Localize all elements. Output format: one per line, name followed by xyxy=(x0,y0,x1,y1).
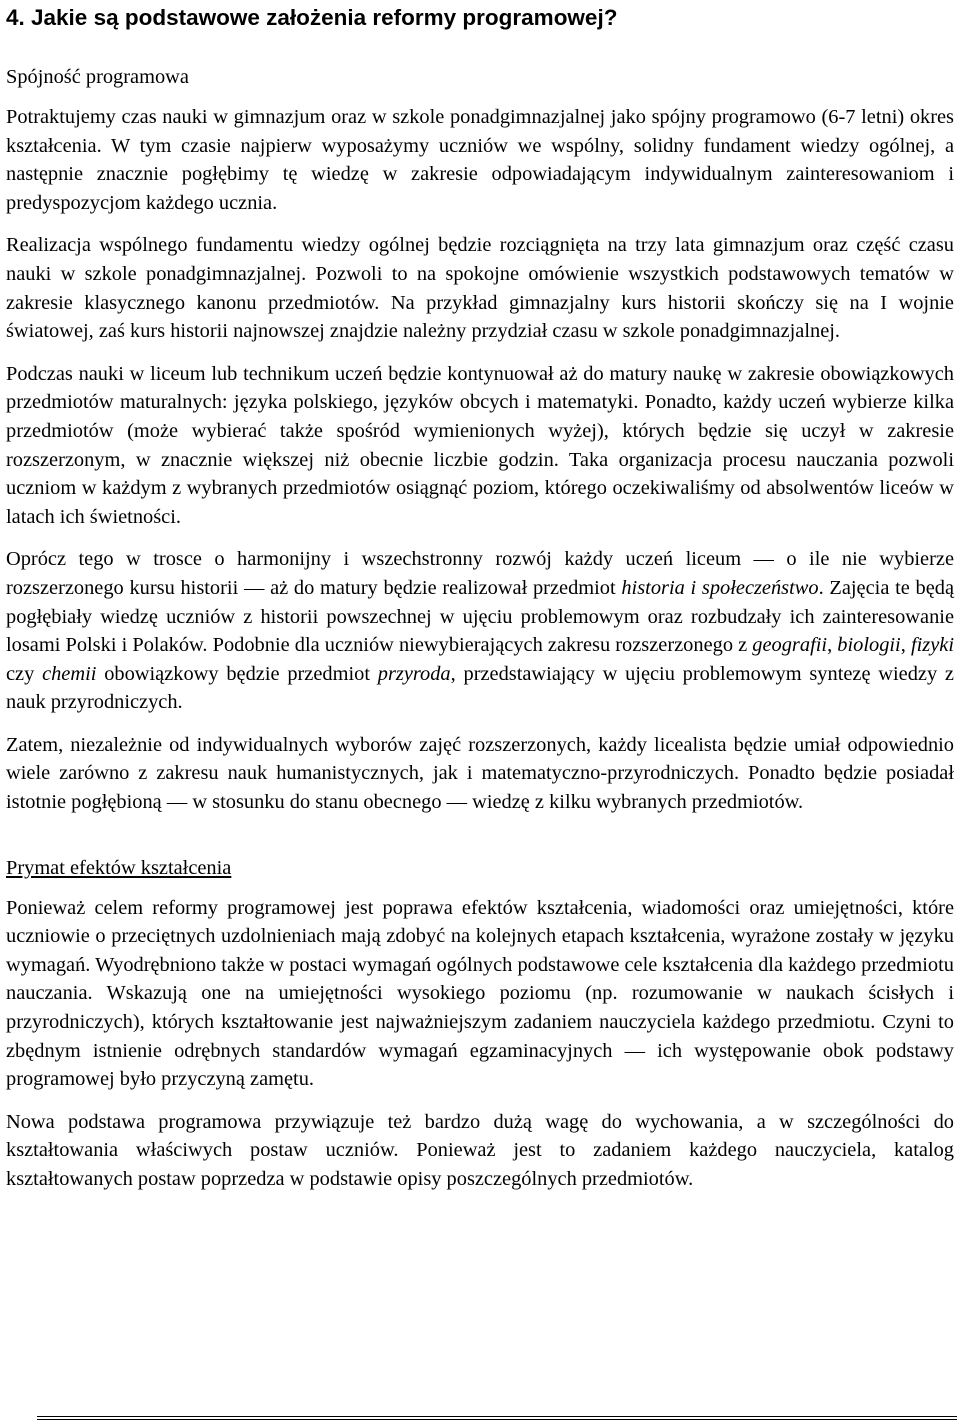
paragraph-2: Realizacja wspólnego fundamentu wiedzy ogólnej będzie rozciągnięta na trzy lata gimnazjum oraz część czasu nauki w szkole ponadgimnazjalnej. Pozwoli to na spokojne omówienie wszystkich podstawowych tematów w zakresie klasycznego kanonu przedmiotów. Na przykład gimnazjalny kurs historii skończy się na I wojnie światowej, zaś kurs historii najnowszej znajdzie należny przydział czasu w szkole ponadgimnazjalnej. xyxy=(6,234,954,343)
footer-rule-top xyxy=(37,1416,957,1417)
p4-italic-geografii: geografii xyxy=(752,634,828,657)
paragraph-6: Ponieważ celem reformy programowej jest poprawa efektów kształcenia, wiadomości oraz umiejętności, które uczniowie o przeciętnych uzdolnieniach mają zdobyć na kolejnych etapach kształcenia, wyrażone zostały w języku wymagań. Wyodrębniono także w postaci wymagań ogólnych podstawowe cele kształcenia dla każdego przedmiotu nauczania. Wskazują one na umiejętności wysokiego poziomu (np. rozumowanie w naukach ścisłych i przyrodniczych), których kształtowanie jest najważniejszym zadaniem nauczyciela każdego przedmiotu. Czyni to zbędnym istnienie odrębnych standardów wymagań egzaminacyjnych — ich występowanie obok podstawy programowej było przyczyną zamętu. xyxy=(6,896,954,1091)
paragraph-1: Potraktujemy czas nauki w gimnazjum oraz w szkole ponadgimnazjalnej jako spójny programowo (6-7 letni) okres kształcenia. W tym czasie najpierw wyposażymy uczniów we wspólny, solidny fundament wiedzy ogólnej, a następnie znacznie pogłębimy tę wiedzę w zakresie odpowiadającym indywidualnym zainteresowaniom i predyspozycjom każdego ucznia. xyxy=(6,106,954,214)
p4-text-2: . Zajęcia te będą pogłębiały wiedzę uczniów z historii powszechnej w ujęciu problemowym oraz rozbudzały ich zainteresowanie losami Polski i Polaków. Podobnie dla uczniów niewybierających zakresu rozszerzonego z xyxy=(6,576,955,657)
p4-text-1: Oprócz tego w trosce o harmonijny i wszechstronny rozwój każdy uczeń liceum — o ile nie wybierze rozszerzonego kursu historii — aż do matury będzie realizował przedmiot xyxy=(6,548,954,599)
footer-rule-bottom xyxy=(37,1419,957,1420)
p4-text-4: , xyxy=(900,634,911,657)
p4-text-5: czy xyxy=(6,662,43,685)
paragraph-3: Podczas nauki w liceum lub technikum uczeń będzie kontynuował aż do matury naukę w zakresie obowiązkowych przedmiotów maturalnych: języka polskiego, języków obcych i matematyki. Ponadto, każdy uczeń wybierze kilka przedmiotów (może wybierać także spośród wymienionych wyżej), których będzie się uczył w zakresie rozszerzonym, w znacznie większej niż obecnie liczbie godzin. Taka organizacja procesu nauczania pozwoli uczniom w każdym z wybranych przedmiotów osiągnąć poziom, którego oczekiwaliśmy od absolwentów liceów w latach ich świetności. xyxy=(6,362,954,528)
section-title-prymat: Prymat efektów kształcenia xyxy=(6,856,232,879)
p4-italic-historia: historia i społeczeństwo xyxy=(621,576,819,599)
document-page xyxy=(6,0,954,1194)
p4-text-6: obowiązkowy będzie przedmiot xyxy=(96,662,378,685)
paragraph-5: Zatem, niezależnie od indywidualnych wyborów zajęć rozszerzonych, każdy licealista będzie umiał odpowiednio wiele zarówno z zakresu nauk humanistycznych, jak i matematyczno-przyrodniczych. Ponadto będzie posiadał istotnie pogłębioną — w stosunku do stanu obecnego — wiedzę z kilku wybranych przedmiotów. xyxy=(6,733,954,814)
p4-text-7: , przedstawiający w ujęciu problemowym syntezę wiedzy z nauk przyrodniczych. xyxy=(6,662,954,714)
paragraph-4 xyxy=(6,545,954,717)
section-title-spojnosc: Spójność programowa xyxy=(6,66,189,88)
page-heading: 4. Jakie są podstawowe założenia reformy programowej? xyxy=(6,5,618,30)
p4-italic-biologii: biologii xyxy=(837,634,901,657)
p4-italic-chemii: chemii xyxy=(42,662,97,685)
p4-italic-fizyki: fizyki xyxy=(910,634,954,657)
p4-text-3: , xyxy=(827,634,838,657)
paragraph-7: Nowa podstawa programowa przywiązuje też bardzo dużą wagę do wychowania, a w szczególności do kształtowania właściwych postaw uczniów. Ponieważ jest to zadaniem każdego nauczyciela, katalog kształtowanych postaw poprzedza w podstawie opisy poszczególnych przedmiotów. xyxy=(6,1110,954,1190)
p4-italic-przyroda: przyroda xyxy=(377,662,451,685)
